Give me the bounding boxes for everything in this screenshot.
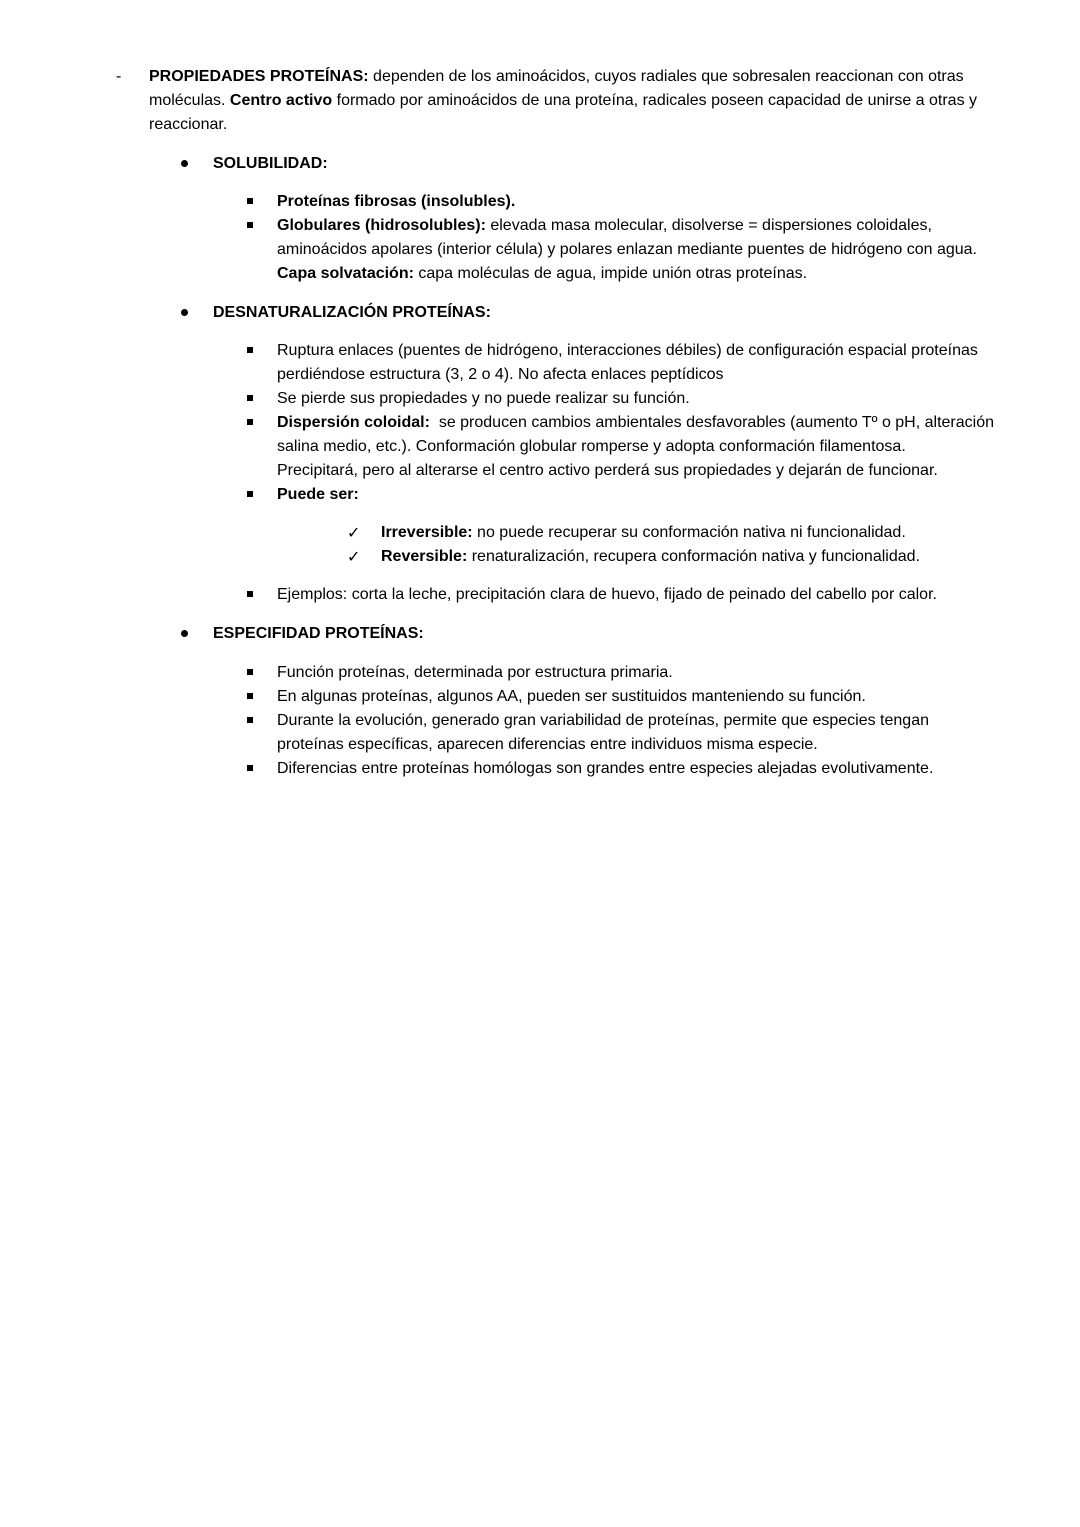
espec-item-3-line-1: Durante la evolución, generado gran variabilidad de proteínas, permite que especies tengan (277, 712, 929, 729)
intro-text-1: dependen de los aminoácidos, cuyos radiales que sobresalen reaccionan con otras (368, 68, 964, 85)
intro-text-3: reaccionar. (149, 116, 228, 133)
desnat-item-4: Puede ser: (277, 486, 359, 503)
desnat-item-2: Se pierde sus propiedades y no puede realizar su función. (277, 390, 690, 407)
square-bullet-icon (247, 419, 253, 425)
solubilidad-item-2-line-1 (277, 214, 932, 238)
capa-solvatacion-text: capa moléculas de agua, impide unión otras proteínas. (413, 265, 808, 282)
desnat-item-3-line-3: Precipitará, pero al alterarse el centro activo perderá sus propiedades y dejarán de funcionar. (277, 462, 938, 479)
square-bullet-icon (247, 395, 253, 401)
square-bullet-icon (247, 669, 253, 675)
espec-item-4: Diferencias entre proteínas homólogas son grandes entre especies alejadas evolutivamente. (277, 760, 934, 777)
square-bullet-icon (247, 693, 253, 699)
square-bullet-icon (247, 765, 253, 771)
desnaturalizacion-heading: DESNATURALIZACIÓN PROTEÍNAS: (213, 304, 491, 321)
desnat-item-5: Ejemplos: corta la leche, precipitación clara de huevo, fijado de peinado del cabello por calor. (277, 586, 937, 603)
square-bullet-icon (247, 591, 253, 597)
intro-heading: PROPIEDADES PROTEÍNAS: (149, 68, 369, 85)
centro-activo-term: Centro activo (229, 92, 333, 109)
square-bullet-icon (247, 717, 253, 723)
desnat-item-1-line-2: perdiéndose estructura (3, 2 o 4). No afecta enlaces peptídicos (277, 366, 724, 383)
desnat-item-1-line-1: Ruptura enlaces (puentes de hidrógeno, interacciones débiles) de configuración espacial proteínas (277, 342, 978, 359)
intro-text-2a: moléculas. (149, 92, 230, 109)
reversible-term: Reversible: (381, 548, 468, 565)
solubilidad-item-2-line-2: aminoácidos apolares (interior célula) y polares enlazan mediante puentes de hidrógeno con agua. (277, 241, 977, 258)
especificidad-heading: ESPECIFIDAD PROTEÍNAS: (213, 625, 424, 642)
solubilidad-item-1: Proteínas fibrosas (insolubles). (277, 193, 516, 210)
dispersion-coloidal-text: se producen cambios ambientales desfavorables (aumento Tº o pH, alteración (429, 414, 994, 431)
desnat-item-3-line-1 (277, 411, 994, 435)
solubilidad-heading: SOLUBILIDAD: (213, 155, 328, 172)
espec-item-3-line-2: proteínas específicas, aparecen diferencias entre individuos misma especie. (277, 736, 818, 753)
intro-text-2b: formado por aminoácidos de una proteína, radicales poseen capacidad de unirse a otras y (332, 92, 978, 109)
square-bullet-icon (247, 491, 253, 497)
espec-item-1: Función proteínas, determinada por estructura primaria. (277, 664, 673, 681)
desnat-item-3-line-2: salina medio, etc.). Conformación globular romperse y adopta conformación filamentosa. (277, 438, 906, 455)
intro-line-1 (149, 65, 964, 89)
checkmark-icon: ✓ (347, 547, 361, 566)
dash-marker: - (116, 68, 122, 85)
intro-line-2 (149, 89, 977, 113)
globulares-text: elevada masa molecular, disolverse = dispersiones coloidales, (485, 217, 932, 234)
bullet-dot-icon (181, 160, 188, 167)
square-bullet-icon (247, 198, 253, 204)
checkmark-icon: ✓ (347, 523, 361, 542)
espec-item-2: En algunas proteínas, algunos AA, pueden ser sustituidos manteniendo su función. (277, 688, 866, 705)
globulares-term: Globulares (hidrosolubles): (277, 217, 486, 234)
intro-line-3 (149, 113, 227, 137)
irreversible-text: no puede recuperar su conformación nativa ni funcionalidad. (472, 524, 906, 541)
bullet-dot-icon (181, 309, 188, 316)
square-bullet-icon (247, 222, 253, 228)
check-item-reversible (381, 545, 920, 569)
square-bullet-icon (247, 347, 253, 353)
dispersion-coloidal-term: Dispersión coloidal: (277, 414, 430, 431)
capa-solvatacion-term: Capa solvatación: (277, 265, 414, 282)
solubilidad-item-2-line-3 (277, 262, 807, 286)
check-item-irreversible (381, 521, 906, 545)
irreversible-term: Irreversible: (381, 524, 473, 541)
reversible-text: renaturalización, recupera conformación nativa y funcionalidad. (467, 548, 920, 565)
bullet-dot-icon (181, 630, 188, 637)
